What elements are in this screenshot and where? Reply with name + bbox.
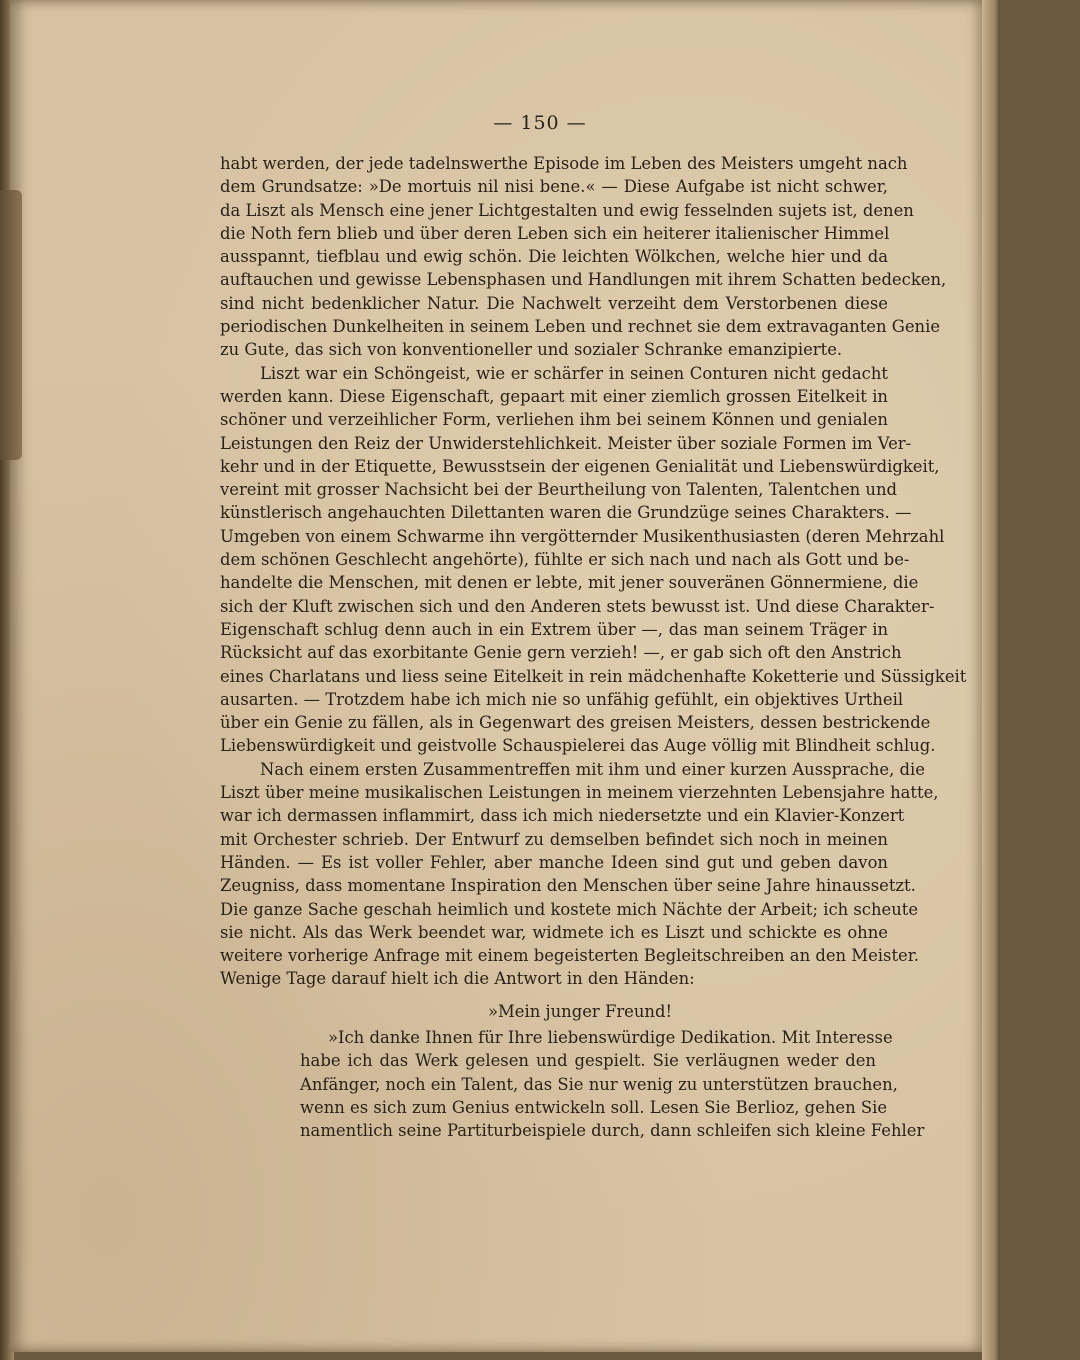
text-line: handelte die Menschen, mit denen er lebte, mit jener souveränen Gönnermiene, die — [220, 573, 919, 593]
text-line: werden kann. Diese Eigenschaft, gepaart mit einer ziemlich grossen Eitelkeit in — [220, 386, 888, 406]
page-edge-shadow — [982, 0, 1000, 1360]
text-line: ausarten. — Trotzdem habe ich mich nie so unfähig gefühlt, ein objektives Urtheil — [220, 689, 904, 709]
text-line: Wenige Tage darauf hielt ich die Antwort in den Händen: — [220, 969, 695, 989]
text-line: schöner und verzeihlicher Form, verliehen ihm bei seinem Können und genialen — [220, 410, 888, 430]
binding-clip — [0, 190, 22, 460]
text-line: über ein Genie zu fällen, als in Gegenwart des greisen Meisters, dessen bestrickende — [220, 713, 931, 733]
text-line: periodischen Dunkelheiten in seinem Leben und rechnet sie dem extravaganten Genie — [220, 317, 941, 337]
text-line: auftauchen und gewisse Lebensphasen und Handlungen mit ihrem Schatten bedecken, — [220, 270, 947, 290]
letter-line: »Ich danke Ihnen für Ihre liebenswürdige Dedikation. Mit Interesse — [328, 1028, 893, 1047]
text-line: Rücksicht auf das exorbitante Genie gern verzieh! —, er gab sich oft den Anstrich — [220, 643, 902, 663]
text-line: Händen. — Es ist voller Fehler, aber manche Ideen sind gut und geben davon — [220, 852, 888, 872]
text-line: dem Grundsatze: »De mortuis nil nisi bene.« — Diese Aufgabe ist nicht schwer, — [220, 177, 888, 197]
text-line: sich der Kluft zwischen sich und den Anderen stets bewusst ist. Und diese Charakter- — [220, 596, 935, 616]
letter-line: namentlich seine Partiturbeispiele durch, dann schleifen sich kleine Fehler — [300, 1121, 925, 1141]
text-line: kehr und in der Etiquette, Bewusstsein der eigenen Genialität und Liebenswürdigkeit, — [220, 456, 940, 476]
body-text — [220, 152, 967, 991]
text-line: eines Charlatans und liess seine Eitelkeit in rein mädchenhafte Koketterie und Süssigkeit — [220, 666, 967, 686]
text-line: da Liszt als Mensch eine jener Lichtgestalten und ewig fesselnden sujets ist, denen — [220, 200, 914, 220]
text-line: mit Orchester schrieb. Der Entwurf zu demselben befindet sich noch in meinen — [220, 829, 888, 849]
text-line: vereint mit grosser Nachsicht bei der Beurtheilung von Talenten, Talentchen und — [220, 480, 898, 500]
text-line: dem schönen Geschlecht angehörte), fühlte er sich nach und nach als Gott und be- — [220, 550, 910, 570]
letter-salutation: »Mein junger Freund! — [488, 1002, 673, 1021]
text-line: weitere vorherige Anfrage mit einem begeisterten Begleitschreiben an den Meister. — [220, 946, 919, 966]
text-line: Liszt war ein Schöngeist, wie er schärfer in seinen Conturen nicht gedacht — [260, 363, 888, 383]
text-line: habt werden, der jede tadelnswerthe Episode im Leben des Meisters umgeht nach — [220, 154, 908, 173]
page-number: — 150 — — [493, 112, 587, 134]
text-line: sind nicht bedenklicher Natur. Die Nachwelt verzeiht dem Verstorbenen diese — [220, 293, 888, 313]
text-line: Nach einem ersten Zusammentreffen mit ihm und einer kurzen Aussprache, die — [260, 759, 925, 779]
text-line: ausspannt, tiefblau und ewig schön. Die leichten Wölkchen, welche hier und da — [220, 247, 888, 267]
text-line: Die ganze Sache geschah heimlich und kostete mich Nächte der Arbeit; ich scheute — [220, 899, 919, 919]
text-line: Eigenschaft schlug denn auch in ein Extrem über —, das man seinem Träger in — [220, 619, 888, 639]
text-line: Liebenswürdigkeit und geistvolle Schauspielerei das Auge völlig mit Blindheit schlug. — [220, 736, 936, 756]
text-line: zu Gute, das sich von konventioneller und sozialer Schranke emanzipierte. — [220, 340, 843, 360]
text-line: Liszt über meine musikalischen Leistungen in meinem vierzehnten Lebensjahre hatte, — [220, 783, 939, 803]
quoted-letter — [300, 1000, 925, 1142]
text-line: künstlerisch angehauchten Dilettanten waren die Grundzüge seines Charakters. — — [220, 503, 912, 523]
text-line: sie nicht. Als das Werk beendet war, widmete ich es Liszt und schickte es ohne — [220, 922, 888, 942]
letter-line: habe ich das Werk gelesen und gespielt. Sie verläugnen weder den — [300, 1051, 876, 1071]
text-line: war ich dermassen inflammirt, dass ich mich niedersetzte und ein Klavier-Konzert — [220, 806, 905, 826]
letter-line: Anfänger, noch ein Talent, das Sie nur wenig zu unterstützen brauchen, — [300, 1074, 898, 1094]
text-line: Umgeben von einem Schwarme ihn vergötternder Musikenthusiasten (deren Mehrzahl — [220, 526, 945, 546]
letter-line: wenn es sich zum Genius entwickeln soll. Lesen Sie Berlioz, gehen Sie — [300, 1097, 888, 1117]
text-line: Leistungen den Reiz der Unwiderstehlichkeit. Meister über soziale Formen im Ver- — [220, 433, 912, 453]
text-line: die Noth fern blieb und über deren Leben sich ein heiterer italienischer Himmel — [220, 223, 890, 243]
text-line: Zeugniss, dass momentane Inspiration den Menschen über seine Jahre hinaussetzt. — [220, 876, 916, 896]
